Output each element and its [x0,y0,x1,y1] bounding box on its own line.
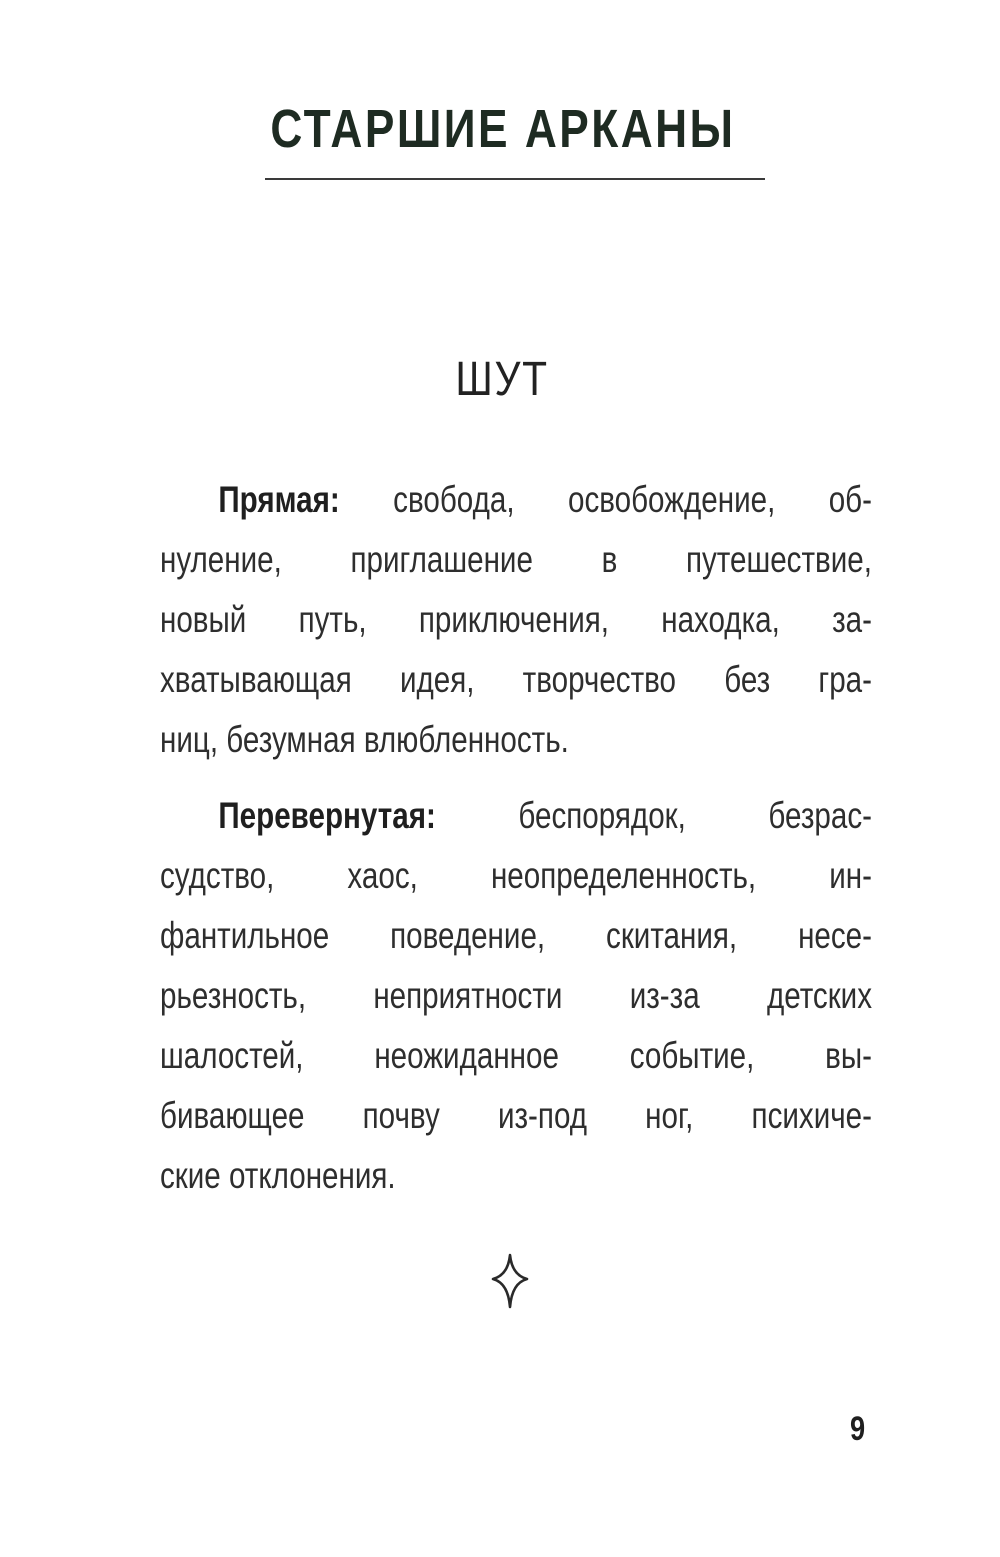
card-name: ШУТ [455,353,549,406]
upright-line [160,470,872,530]
page-number: 9 [850,1410,866,1448]
upright-label: Прямая: [218,479,340,520]
reversed-line: ские отклонения. [160,1155,396,1196]
upright-text: свобода, освобождение, об- [339,479,872,520]
reversed-label: Перевернутая: [218,795,436,836]
upright-line: ниц, безумная влюбленность. [160,719,569,760]
reversed-line: бивающее почву из-под ног, психиче- [160,1095,872,1136]
reversed-line: судство, хаос, неопределенность, ин- [160,855,872,896]
upright-line: хватывающая идея, творчество без гра- [160,659,872,700]
upright-line: новый путь, приключения, находка, за- [160,599,872,640]
reversed-line: шалостей, неожиданное событие, вы- [160,1035,872,1076]
reversed-text: беспорядок, безрас- [435,795,872,836]
title-underline [265,178,765,180]
upright-line: нуление, приглашение в путешествие, [160,539,872,580]
card-meanings [160,470,872,1206]
section-title: СТАРШИЕ АРКАНЫ [270,99,736,159]
reversed-line: фантильное поведение, скитания, несе- [160,915,872,956]
four-point-star-icon [490,1253,530,1309]
reversed-line: рьезность, неприятности из-за детских [160,975,872,1016]
reversed-line [160,786,872,846]
